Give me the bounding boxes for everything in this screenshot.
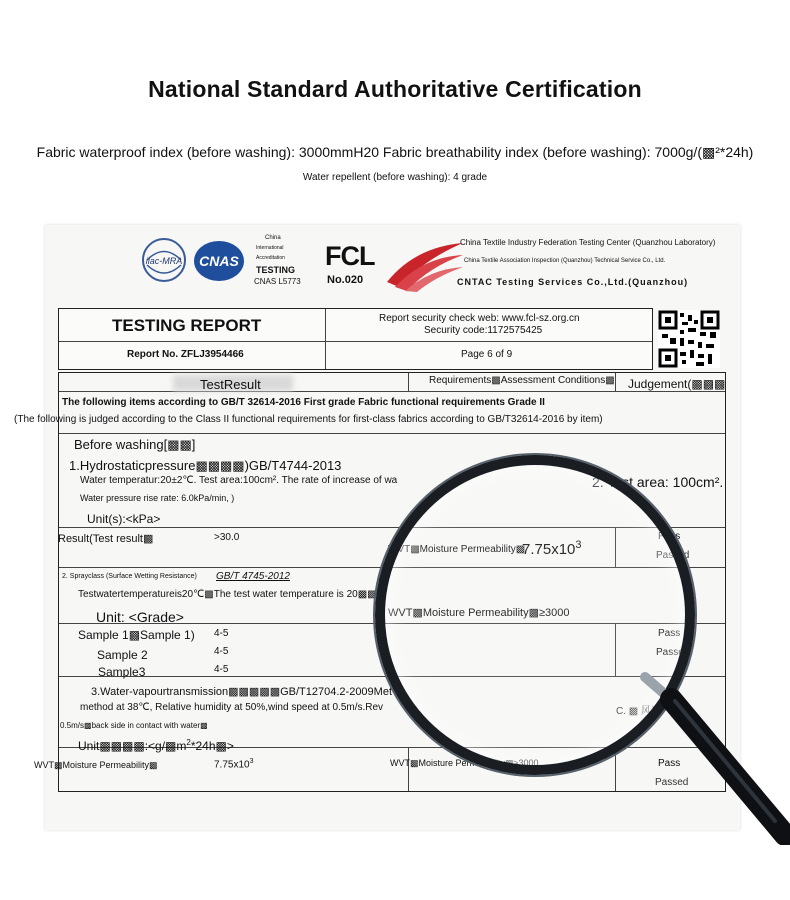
cnas-logo — [192, 239, 246, 283]
spray-standard: GB/T 4745-2012 — [216, 571, 290, 582]
wvt-value-base: 7.75x10 — [214, 759, 250, 771]
before-washing-label: Before washing[▩▩] — [74, 437, 196, 452]
result-value: >30.0 — [214, 532, 240, 543]
col-test-result: TestResult — [200, 377, 261, 392]
qr-code-icon — [658, 310, 720, 368]
china-small-2: International — [256, 245, 284, 251]
report-number: Report No. ZFLJ3954466 — [127, 349, 244, 360]
pass-3: Pass — [658, 758, 681, 769]
result-label: Result(Test result▩ — [58, 533, 154, 545]
unit-gm-base: Unit▩▩▩▩:<g/▩m — [78, 739, 187, 753]
wvt-magnified-base: 7.75x10 — [522, 541, 576, 558]
pressure-rise-rate: Water pressure rise rate: 6.0kPa/min, ) — [80, 493, 235, 503]
page-number: Page 6 of 9 — [461, 349, 513, 360]
col-requirements: Requirements▩Assessment Conditions▩ — [429, 375, 615, 386]
ilac-text: ilac-MRA — [145, 256, 183, 266]
sample-1-label: Sample 1▩Sample 1) — [78, 628, 195, 642]
unit-gm-exp: 2 — [186, 738, 191, 747]
wvt-magnified-exp: 3 — [575, 539, 582, 551]
sample-2-label: Sample 2 — [97, 648, 148, 662]
unit-kpa: Unit(s):<kPa> — [87, 512, 161, 526]
pass-2: Pass — [658, 628, 681, 639]
back-side-text: 0.5m/s▩back side in contact with water▩ — [60, 721, 208, 730]
unit-grade: Unit: <Grade> — [96, 609, 184, 625]
passed-1: Passed — [656, 550, 690, 561]
hydrostatic-title: 1.Hydrostaticpressure▩▩▩▩)GB/T4744-2013 — [69, 458, 342, 473]
china-small-3: Accreditation — [256, 255, 285, 261]
test-area-big-text: 2. Test area: 100cm². — [592, 474, 724, 490]
fcl-logo — [325, 241, 374, 272]
waterproof-index-text: Fabric waterproof index (before washing): 3000mmH20 Fabric breathability index (before washing): 7000g/(▩²*24h) — [36, 144, 754, 160]
wvt-value-exp: 3 — [249, 758, 254, 765]
fcl-number: No.020 — [327, 274, 364, 286]
cnas-number: CNAS L5773 — [254, 277, 301, 286]
cntac-swoosh-icon — [385, 237, 465, 292]
passed-2: Passed — [656, 647, 690, 658]
water-repellent-text: Water repellent (before washing): 4 grade — [302, 172, 488, 183]
pass-1: Pass — [658, 531, 681, 542]
cntac-name: CNTAC Testing Services Co.,Ltd.(Quanzhou) — [457, 277, 689, 287]
security-check-web: Report security check web: www.fcl-sz.org.cn — [379, 313, 580, 324]
col-judgement: Judgement(▩▩▩ — [628, 377, 726, 391]
cnas-text: CNAS — [199, 253, 239, 269]
lab-name: China Textile Industry Federation Testing Center (Quanzhou Laboratory) — [460, 238, 716, 247]
inspection-name: China Textile Association Inspection (Quanzhou) Technical Service Co., Ltd. — [464, 258, 666, 264]
items-following-text: The following items according to GB/T 32614-2016 First grade Fabric functional requirements Grade II — [62, 397, 545, 408]
wvt-requirement: WVT▩Moisture Permeability▩≥3000 — [390, 758, 539, 768]
spray-class-title: 2. Sprayclass (Surface Wetting Resistance) — [62, 573, 197, 580]
unit-gm-tail: *24h▩> — [190, 739, 234, 753]
method-text: method at 38℃, Relative humidity at 50%,wind speed at 0.5m/s.Rev — [80, 702, 384, 713]
sample-1-value: 4-5 — [214, 628, 229, 639]
testing-label: TESTING — [256, 265, 296, 275]
page-headline: National Standard Authoritative Certification — [148, 76, 642, 102]
test-report-document — [14, 225, 740, 830]
security-code: Security code:1172575425 — [424, 325, 543, 336]
unit-gm — [78, 738, 234, 753]
sample-3-label: Sample3 — [98, 665, 146, 679]
method-tail-text: C. ▩ 风速 — [616, 706, 662, 717]
ilac-mra-logo — [141, 237, 187, 283]
judged-note: (The following is judged according to the Class II functional requirements for first-class fabrics according to GB/T32614-2016 by item) — [14, 414, 603, 425]
spray-water-temperature: Testwatertemperatureis20℃▩The test water temperature is 20▩▩ — [78, 589, 377, 600]
vapour-transmission-title: 3.Water-vapourtransmission▩▩▩▩▩GB/T12704.2-2009Met — [91, 686, 393, 698]
wvt-value — [214, 758, 254, 770]
fcl-text: FCL — [325, 241, 375, 271]
wvt-label: WVT▩Moisture Permeability▩ — [34, 760, 158, 770]
wvt-magnified-label: WVT▩Moisture Permeability▩ — [388, 544, 526, 555]
wvt-requirement-magnified: WVT▩Moisture Permeability▩≥3000 — [388, 607, 570, 619]
water-temperature-text: Water temperatur:20±2℃. Test area:100cm². The rate of increase of wa — [80, 475, 398, 486]
sample-3-value: 4-5 — [214, 664, 229, 675]
china-small-1: China — [265, 235, 281, 241]
sample-2-value: 4-5 — [214, 646, 229, 657]
report-title: TESTING REPORT — [112, 316, 262, 335]
magnifying-glass-handle-icon — [635, 665, 790, 845]
passed-3: Passed — [655, 777, 689, 788]
